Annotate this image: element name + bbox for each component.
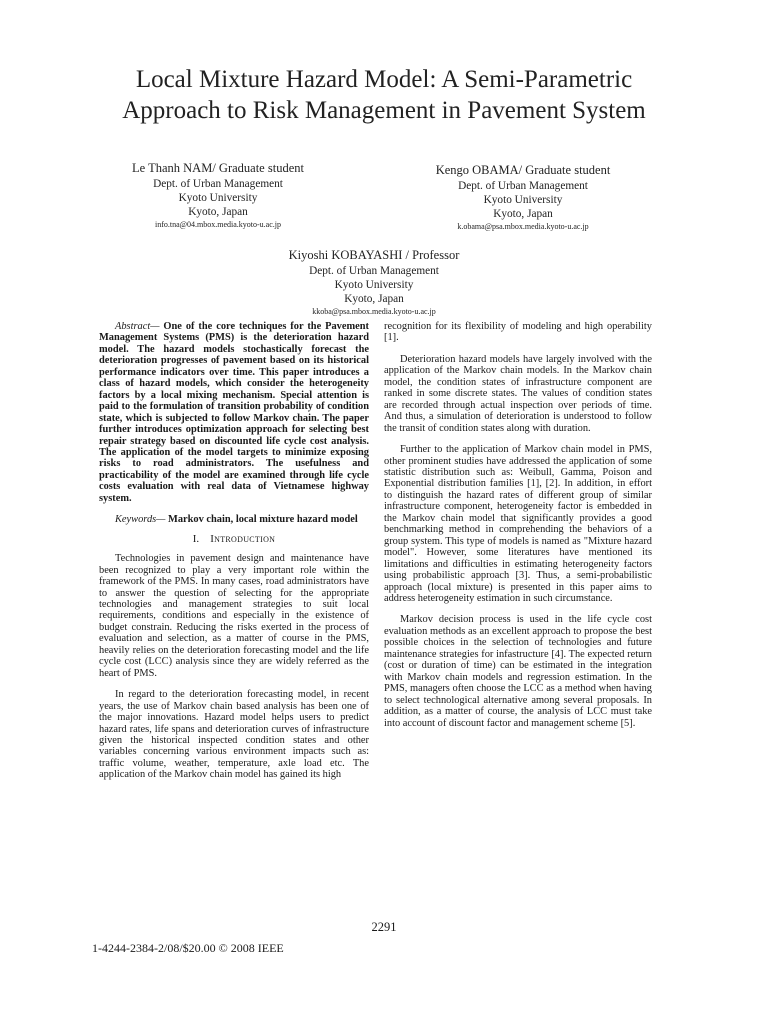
keywords-text: Markov chain, local mixture hazard model bbox=[165, 514, 358, 526]
body-paragraph: In regard to the deterioration forecasting model, in recent years, the use of Markov chain based analysis has been one of the major innovations. Hazard model helps users to predict hazard rates, life spans and deterioration curves of infrastructure given the historical inspected condition states and other variables concerning various environment impacts such as: traffic volume, weather, temperature, axle load etc. The application of the Markov chain model has gained its high bbox=[99, 689, 369, 781]
body-paragraph-continuation: recognition for its flexibility of modeling and high operability [1]. bbox=[384, 321, 652, 344]
section-heading bbox=[99, 534, 369, 545]
author-block-2 bbox=[418, 162, 628, 233]
section-number: I. bbox=[192, 532, 200, 545]
title-line-2: Approach to Risk Management in Pavement System bbox=[122, 97, 646, 124]
author-dept: Dept. of Urban Management bbox=[458, 180, 588, 192]
author-university: Kyoto University bbox=[178, 192, 258, 204]
author-block-1 bbox=[118, 160, 318, 231]
author-dept: Dept. of Urban Management bbox=[153, 178, 283, 190]
author-city: Kyoto, Japan bbox=[344, 293, 404, 305]
keywords-label: Keywords— bbox=[115, 514, 166, 526]
author-city: Kyoto, Japan bbox=[493, 208, 553, 220]
author-university: Kyoto University bbox=[334, 279, 414, 291]
author-dept: Dept. of Urban Management bbox=[309, 265, 439, 277]
abstract-label: Abstract— bbox=[115, 321, 160, 332]
paper-title bbox=[60, 64, 708, 126]
right-column bbox=[384, 321, 652, 729]
author-name: Kiyoshi KOBAYASHI / Professor bbox=[288, 248, 460, 262]
left-column bbox=[99, 321, 369, 781]
author-block-3 bbox=[264, 247, 484, 318]
author-email: k.obama@psa.mbox.media.kyoto-u.ac.jp bbox=[457, 222, 589, 231]
body-paragraph: Markov decision process is used in the life cycle cost evaluation methods as an excellent approach to propose the best possible choices in the selection of technologies and future maintenance strategies for infastructure [4]. The expected return (cost or duration of time) can be estimated in the integration with Markov chain models and regression estimation. In the PMS, managers often choose the LCC as a method when having to select technological alternative among several proposals. In addition, as a matter of course, the analysis of LCC must take into account of discount factor and management scheme [5]. bbox=[384, 614, 652, 729]
keywords bbox=[99, 514, 369, 525]
abstract-text: One of the core techniques for the Pavement Management Systems (PMS) is the deterioration hazard model. The hazard models stochastically forecast the deterioration progresses of pavement based on its historical performance indicators over time. This paper introduces a class of hazard models, which consider the heterogeneity factors by a local mixing mechanism. Special attention is paid to the formulation of transition probability of condition state, which is subjected to follow Markov chain. The paper further introduces optimization approach for selecting best repair strategy based on discounted life cycle cost analysis. The application of the model targets to minimize exposing risks to road administrators. The usefulness and practicability of the model are examined through life cycle costs evaluation with real data of Vietnamese highway system. bbox=[99, 321, 369, 504]
page-number: 2291 bbox=[371, 920, 397, 934]
copyright-footer: 1-4244-2384-2/08/$20.00 © 2008 IEEE bbox=[92, 941, 284, 955]
author-name: Le Thanh NAM/ Graduate student bbox=[132, 161, 304, 175]
body-paragraph: Further to the application of Markov chain model in PMS, other prominent studies have addressed the application of some statistic distribution such as: Weibull, Gamma, Poison and Exponential distribution families [1], [2]. In addition, in effort to distinguish the hazard rates of different group of similar infrastructure component, heterogeneity factor is embedded in the Markov chain model that significantly provides a good benchmarking method in comprehending the behaviors of a group system. This type of models is named as "Mixture hazard model". However, some literatures have mentioned its limitations and difficulties in estimating heterogeneity factors using probabilistic approach [3]. Thus, a semi-probabilistic approach (local mixture) is presented in this paper aims to address heterogeneity estimation in such circumstance. bbox=[384, 444, 652, 604]
body-paragraph: Technologies in pavement design and maintenance have been recognized to play a very important role within the framework of the PMS. In many cases, road administrators have to answer the question of selecting for the appropriate technologies and management strategies to suit local requirements, conditions and especially in the existence of budget constrain. Reducing the risks exerted in the process of evaluation and selection, as a matter of course in the PMS, heavily relies on the deterioration forecasting model and the life cycle cost (LCC) analysis since they are widely referred as the heart of PMS. bbox=[99, 553, 369, 679]
author-email: kkoba@psa.mbox.media.kyoto-u.ac.jp bbox=[312, 307, 436, 316]
abstract bbox=[99, 321, 369, 504]
author-city: Kyoto, Japan bbox=[188, 206, 248, 218]
section-title: Introduction bbox=[210, 532, 276, 545]
author-email: info.tna@04.mbox.media.kyoto-u.ac.jp bbox=[154, 220, 281, 229]
author-name: Kengo OBAMA/ Graduate student bbox=[435, 163, 611, 177]
author-university: Kyoto University bbox=[483, 194, 563, 206]
body-paragraph: Deterioration hazard models have largely involved with the application of the Markov chain models. In the Markov chain model, the condition states of infrastructure component are ranked in some discrete states. The values of condition states are recorded through actual inspection over periods of time. And thus, a simulation of deterioration is understood to follow the transit of condition states along with duration. bbox=[384, 353, 652, 434]
title-line-1: Local Mixture Hazard Model: A Semi-Parametric bbox=[135, 66, 633, 93]
